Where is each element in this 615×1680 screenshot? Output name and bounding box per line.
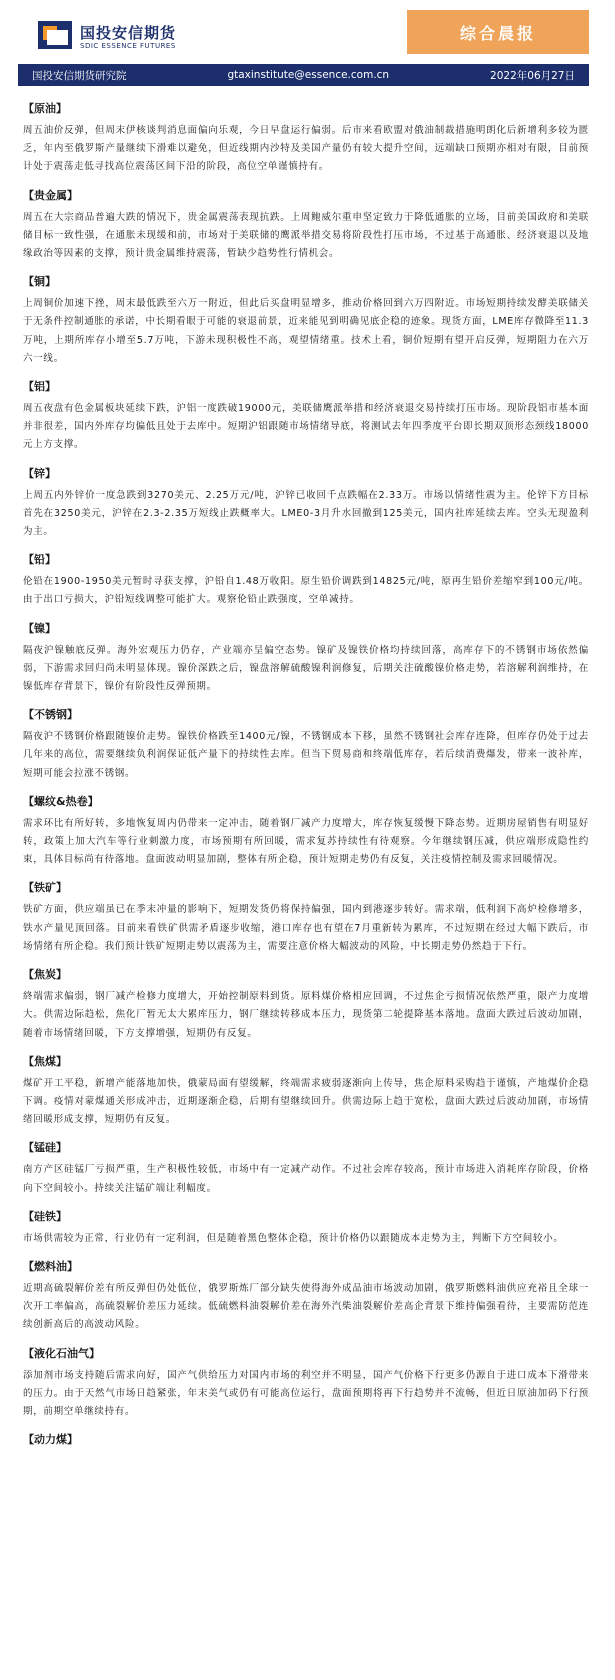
section-title: 【铜】	[23, 275, 56, 289]
section-title: 【燃料油】	[23, 1259, 78, 1273]
section-body: 周五在大宗商品普遍大跌的情况下，贵金属震荡表现抗跌。上周鲍威尔重申坚定致力于降低通胀的立场，目前美国政府和美联储目标一致性强，在通胀未现缓和前，市场对于美联储的鹰派举措交易将阶段性打压市场，不过基于高通胀、经济衰退以及地缘政治等因素的支撑，预计贵金属维持震荡，暂缺少趋势性行情机会。	[23, 211, 589, 260]
section-title: 【不锈钢】	[23, 708, 78, 722]
company-name-en: SDIC ESSENCE FUTURES	[80, 42, 176, 50]
section-coke	[23, 966, 589, 1043]
report-date: 2022年06月27日	[490, 69, 575, 82]
section-body: 伦铅在1900-1950美元暂时寻获支撑，沪铅自1.48万收阳。原生铅价调跌到14825元/吨，原再生铅价差缩窄到100元/吨。由于出口亏损大，沪铅短线调整可能扩大。观察伦铅止跌强度，空单减持。	[23, 576, 589, 606]
section-crude-oil	[23, 100, 589, 177]
section-title: 【焦煤】	[23, 1054, 67, 1068]
section-fuel-oil	[23, 1258, 589, 1335]
section-title: 【锰硅】	[23, 1141, 67, 1155]
section-precious-metals	[23, 187, 589, 264]
section-title: 【铅】	[23, 553, 56, 567]
section-body: 隔夜沪不锈钢价格跟随镍价走势。镍铁价格跌至1400元/镍，不锈钢成本下移，虽然不锈钢社会库存连降，但库存仍处于过去几年来的高位，需要继续负利润保证低产量下的持续性去库。但当下贸易商和终端低库存，若后续消费爆发，带来一波补库，短期可能会拉涨不锈钢。	[23, 731, 589, 779]
report-type-badge: 综合晨报	[407, 10, 589, 54]
section-aluminum	[23, 378, 589, 455]
section-silicomanganese	[23, 1139, 589, 1197]
section-thermal-coal	[23, 1431, 589, 1449]
section-body: 上周铜价加速下挫，周末最低跌至六万一附近，但此后买盘明显增多，推动价格回到六万四附近。市场短期持续发酵美联储关于无条件控制通胀的承诺，中长期看眼于可能的衰退前景，近来能见到明确见底企稳的迹象。现货方面，LME库存微降至11.3万吨，上期所库存小增至5.7万吨，下游未现积极性不高，观望情绪重。技术上看，铜价短期有望开启反弹，短期阻力在六万六一线。	[23, 298, 589, 364]
company-logo-icon	[38, 21, 72, 49]
section-title: 【硅铁】	[23, 1209, 67, 1223]
section-rebar-hot-coil	[23, 793, 589, 870]
contact-email[interactable]: gtaxinstitute@essence.com.cn	[227, 69, 390, 81]
section-title: 【铝】	[23, 380, 56, 394]
section-body: 隔夜沪镍触底反弹。海外宏观压力仍存，产业端亦呈偏空态势。镍矿及镍铁价格均持续回落，高库存下的不锈钢市场依然偏弱，下游需求回归尚未明显体现。镍价深跌之后，镍盘溶解硫酸镍利润修复，后期关注硫酸镍价格走势，若溶解利润维持，在镍低库存背景下，镍价有阶段性反弹预期。	[23, 644, 589, 693]
section-title: 【原油】	[23, 102, 67, 115]
section-title: 【液化石油气】	[23, 1346, 100, 1360]
section-body: 需求环比有所好转，多地恢复周内仍带来一定冲击，随着钢厂减产力度增大，库存恢复缓慢下降态势。近期房屋销售有明显好转，政策上加大汽车等行业刺激力度，市场预期有所回暖，需求复苏持续性有待观察。今年继续钢压减，供应端形成隐性约束，具体目标尚有待落地。盘面波动明显加剧，整体有所企稳，预计短期走势仍有反复，关注疫情控制及需求回暖情况。	[23, 817, 589, 866]
section-coking-coal	[23, 1053, 589, 1130]
section-body: 周五油价反弹，但周末伊核谈判消息面偏向乐观，今日早盘运行偏弱。后市来看欧盟对俄油制裁措施明朗化后新增利多较为匮乏，年内至俄罗斯产量继续下滑难以避免，但近线期内沙特及美国产量仍有较大提升空间，远端缺口预期亦相对有限，目前预计处于震荡走低寻找高位震荡区间下沿的阶段，高位空单谨慎持有。	[23, 125, 589, 173]
section-title: 【锌】	[23, 466, 56, 480]
section-title: 【镍】	[23, 621, 56, 635]
section-body: 終端需求偏弱，钢厂减产检修力度增大，开始控制原料到货。原料煤价格相应回调，不过焦企亏损情况依然严重，限产力度增大。供需边际趋松，焦化厂暂无太大累库压力，钢厂继续转移成本压力，现货第二轮提降基本落地。盘面大跌过后波动加剧，随着市场情绪回暖，下方支撑增强，短期仍有反复。	[23, 991, 589, 1039]
section-body: 添加剂市场支持随后需求向好，国产气供给压力对国内市场的利空并不明显，国产气价格下行更多仍源自于进口成本下滑带来的压力。由于天然气市场日趋紧张，年末美气或仍有可能高位运行，盘面预期将再下行趋势并不流畅，但近日原油加码下行预期，前期空单继续持有。	[23, 1369, 589, 1417]
section-body: 市场供需较为正常，行业仍有一定利润，但是随着黑色整体企稳，预计价格仍以跟随成本走势为主，判断下方空间较小。	[23, 1232, 564, 1244]
section-title: 【螺纹&热卷】	[23, 794, 99, 808]
section-stainless-steel	[23, 706, 589, 783]
section-nickel	[23, 620, 589, 697]
section-lead	[23, 551, 589, 609]
section-title: 【动力煤】	[23, 1433, 78, 1447]
report-content	[23, 100, 589, 1680]
section-body: 铁矿方面，供应端虽已在季末冲量的影响下，短期发货仍将保持偏强，国内到港逐步转好。需求端，低利润下高炉检修增多，铁水产量见顶回落。目前来看铁矿供需矛盾逐步收缩，港口库存也有望在7月重新转为累库，不过短期在经过大幅下跌后，市场情绪有所企稳。我们预计铁矿短期走势以震荡为主，需要注意价格大幅波动的风险，中长期走势仍然趋于下行。	[23, 904, 589, 952]
institute-name: 国投安信期货研究院	[32, 69, 127, 82]
company-name: 国投安信期货	[80, 24, 177, 42]
info-banner	[18, 64, 589, 86]
section-title: 【铁矿】	[23, 881, 67, 895]
section-body: 近期高硫裂解价差有所反弹但仍处低位，俄罗斯炼厂部分缺失使得海外成品油市场波动加剧，俄罗斯燃料油供应充裕且全球一次开工率偏高，高硫裂解价差压力延续。低硫燃料油裂解价差在海外汽柴油裂解价差高企背景下维持偏强看待，主要需防范连续创新高后的高波动风险。	[23, 1282, 589, 1331]
section-zinc	[23, 465, 589, 542]
section-body: 周五夜盘有色金属板块延续下跌，沪铝一度跌破19000元，美联储鹰派举措和经济衰退交易持续打压市场。现阶段铝市基本面并非很差，国内外库存均偏低且处于去库中。短期沪铝跟随市场情绪导底，将测试去年四季度平台即长期双顶形态颈线18000元上方支撑。	[23, 403, 589, 451]
section-body: 南方产区硅锰厂亏损严重，生产积极性较低，市场中有一定减产动作。不过社会库存较高，预计市场进入消耗库存阶段，价格向下空间较小。持续关注锰矿端让利幅度。	[23, 1164, 589, 1194]
section-lpg	[23, 1345, 589, 1422]
section-body: 煤矿开工平稳，新增产能落地加快，俄蒙局面有望缓解，终端需求疲弱逐渐向上传导，焦企原料采购趋于谨慎，产地煤价企稳下调。疫情对蒙煤通关形成冲击，近期逐渐企稳，后期有望继续回升。供需边际上趋于宽松，盘面大跌过后波动加剧，市场情绪回暖形成支撑，短期仍有反复。	[23, 1077, 589, 1126]
section-title: 【焦炭】	[23, 968, 67, 982]
section-title: 【贵金属】	[23, 188, 78, 202]
section-copper	[23, 273, 589, 368]
section-body: 上周五内外锌价一度急跌到3270美元、2.25万元/吨，沪锌已收回千点跌幅在2.33万。市场以情绪性震为主。伦锌下方目标首先在3250美元，沪锌在2.3-2.35万短线止跌概率大。LME0-3月升水回撤到125美元，国内社库延续去库。空头无现盈利为主。	[23, 489, 589, 538]
section-iron-ore	[23, 879, 589, 956]
report-header	[0, 0, 615, 62]
section-ferrosilicon	[23, 1208, 589, 1248]
